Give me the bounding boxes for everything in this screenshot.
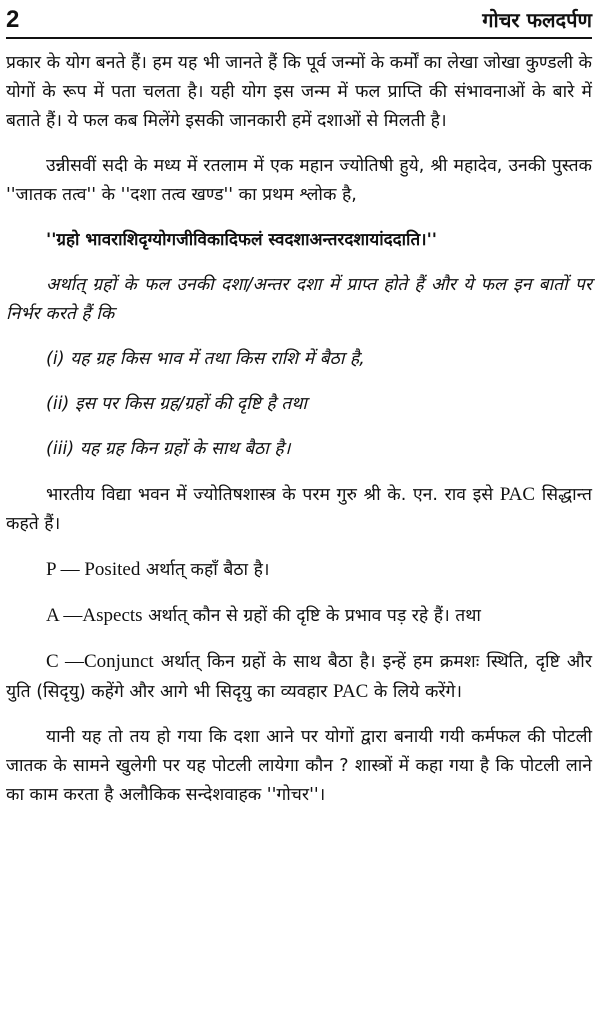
aspects-desc: अर्थात् कौन से ग्रहों की दृष्टि के प्रभाव पड़ रहे हैं। तथा <box>148 606 481 626</box>
paragraph-a-aspects <box>6 601 592 631</box>
list-item-2: (ii) इस पर किस ग्रह/ग्रहों की दृष्टि है तथा <box>46 394 307 414</box>
running-title: गोचर फलदर्पण <box>482 8 592 32</box>
sanskrit-quote: ''ग्रहो भावराशिदृग्योगजीविकादिफलं स्वदशाअन्तरदशायांददाति।'' <box>46 230 437 250</box>
pac-term-2: PAC <box>333 681 369 702</box>
paragraph-3: अर्थात् ग्रहों के फल उनकी दशा/अन्तर दशा में प्राप्त होते हैं और ये फल इन बातों पर निर्भर करते हैं कि <box>6 275 592 324</box>
posited-desc: अर्थात् कहाँ बैठा है। <box>145 560 270 580</box>
paragraph-4-pre: भारतीय विद्या भवन में ज्योतिषशास्त्र के परम गुरु श्री के. एन. राव इसे <box>46 485 494 505</box>
page-number: 2 <box>6 6 20 33</box>
conjunct-term: C —Conjunct <box>46 651 154 672</box>
paragraph-4 <box>6 480 592 539</box>
paragraph-4-post: सिद्धान्त कहते हैं। <box>6 485 592 534</box>
paragraph-2: उन्नीसवीं सदी के मध्य में रतलाम में एक महान ज्योतिषी हुये, श्री महादेव, उनकी पुस्तक ''जातक तत्व'' के ''दशा तत्व खण्ड'' का प्रथम श्लोक है, <box>6 156 592 205</box>
list-item-1: (i) यह ग्रह किस भाव में तथा किस राशि में बैठा है, <box>46 349 365 369</box>
list-item-3: (iii) यह ग्रह किन ग्रहों के साथ बैठा है। <box>46 439 291 459</box>
paragraph-c-conjunct <box>6 647 592 707</box>
page-header <box>6 6 592 39</box>
paragraph-1: प्रकार के योग बनते हैं। हम यह भी जानते हैं कि पूर्व जन्मों के कर्मों का लेखा जोखा कुण्डली के योगों के रूप में पता चलता है। यही योग इस जन्म में फल प्राप्ति की संभावनाओं के बारे में बताते हैं। ये फल कब मिलेंगे इसकी जानकारी हमें दशाओं से मिलती है। <box>6 53 592 131</box>
paragraph-8: यानी यह तो तय हो गया कि दशा आने पर योगों द्वारा बनायी गयी कर्मफल की पोटली जातक के सामने खुलेगी पर यह पोटली लायेगा कौन ? शास्त्रों में कहा गया है कि पोटली लाने का काम करता है अलौकिक सन्देशवाहक ''गोचर''। <box>6 727 592 805</box>
conjunct-desc: अर्थात् किन ग्रहों के साथ बैठा है। इन्हें हम क्रमशः स्थिति, दृष्टि और युति (सिदृयु) कहेंगे और आगे भी सिदृयु का व्यवहार <box>6 652 592 702</box>
paragraph-p-posited <box>6 555 592 585</box>
pac-term: PAC <box>499 484 536 505</box>
posited-term: P — Posited <box>46 559 141 580</box>
conjunct-end: के लिये करेंगे। <box>373 682 463 702</box>
aspects-term: A —Aspects <box>46 605 143 626</box>
